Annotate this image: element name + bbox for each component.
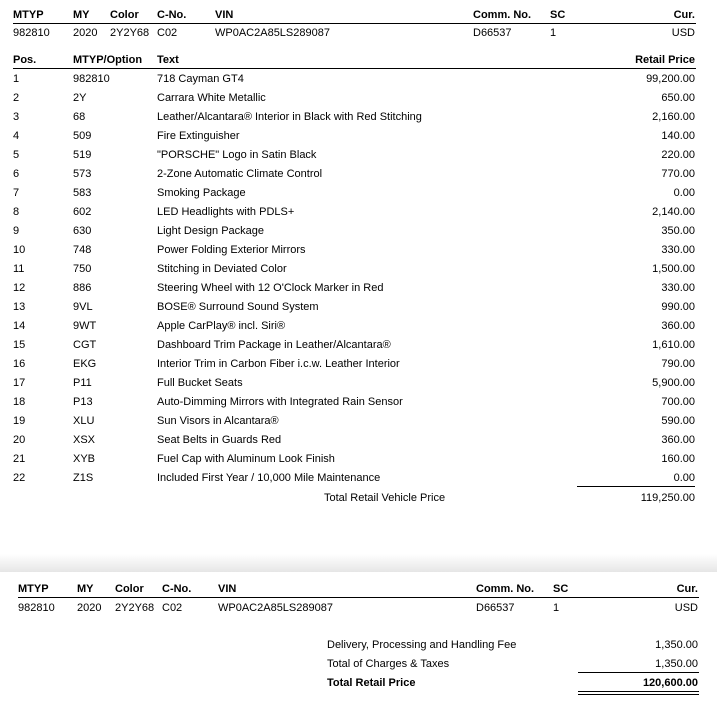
row-code: Z1S [73,472,94,484]
row-text: BOSE® Surround Sound System [157,301,319,313]
row-price: 330.00 [661,244,695,256]
header-value-my: 2020 [73,27,98,39]
col-header-text: Text [157,54,179,66]
row-pos: 3 [13,111,20,123]
header2-label-mtyp: MTYP [18,583,49,595]
row-price: 990.00 [661,301,695,313]
header2-label-color: Color [115,583,144,595]
charges-underline [578,672,699,673]
charge-value-delivery: 1,350.00 [655,639,698,651]
row-pos: 22 [13,472,26,484]
row-code: 2Y [73,92,87,104]
row-price: 650.00 [661,92,695,104]
header-label-mtyp: MTYP [13,9,44,21]
total-underline-1 [578,691,699,692]
header2-value-sc: 1 [553,602,560,614]
header2-label-vin: VIN [218,583,237,595]
row-text: LED Headlights with PDLS+ [157,206,295,218]
row-code: 519 [73,149,92,161]
header2-label-comm: Comm. No. [476,583,535,595]
header-value-cno: C02 [157,27,178,39]
row-pos: 16 [13,358,26,370]
header2-value-my: 2020 [77,602,102,614]
row-pos: 7 [13,187,20,199]
charge-label-delivery: Delivery, Processing and Handling Fee [327,639,517,651]
header-value-comm: D66537 [473,27,512,39]
header2-value-mtyp: 982810 [18,602,55,614]
header-value-color: 2Y2Y68 [110,27,150,39]
header-label-vin: VIN [215,9,234,21]
row-code: XLU [73,415,95,427]
row-text: Steering Wheel with 12 O'Clock Marker in Red [157,282,384,294]
row-pos: 21 [13,453,26,465]
row-pos: 6 [13,168,20,180]
row-price: 0.00 [673,472,695,484]
row-text: Included First Year / 10,000 Mile Maintenance [157,472,381,484]
row-text: Dashboard Trim Package in Leather/Alcantara® [157,339,391,351]
row-pos: 10 [13,244,26,256]
header2-divider [18,597,699,598]
row-code: 573 [73,168,92,180]
header-divider [13,23,696,24]
row-code: 9VL [73,301,93,313]
header2-label-cur: Cur. [676,583,698,595]
row-pos: 11 [13,263,25,275]
header-label-cur: Cur. [673,9,695,21]
row-text: Stitching in Deviated Color [157,263,287,275]
header-label-cno: C-No. [157,9,187,21]
header-value-cur: USD [671,27,695,39]
table-header-divider [13,68,696,69]
row-price: 770.00 [661,168,695,180]
row-text: Fuel Cap with Aluminum Look Finish [157,453,335,465]
header2-value-vin: WP0AC2A85LS289087 [218,602,333,614]
row-code: 982810 [73,73,110,85]
header2-label-sc: SC [553,583,569,595]
row-code: CGT [73,339,97,351]
total-vehicle-value: 119,250.00 [640,492,695,504]
row-text: Fire Extinguisher [157,130,240,142]
row-text: Auto-Dimming Mirrors with Integrated Rain Sensor [157,396,403,408]
row-pos: 4 [13,130,20,142]
row-price: 1,610.00 [652,339,695,351]
row-text: Seat Belts in Guards Red [157,434,282,446]
row-code: 68 [73,111,86,123]
row-price: 160.00 [661,453,695,465]
row-price: 2,160.00 [652,111,695,123]
col-header-pos: Pos. [13,54,37,66]
header2-value-cur: USD [674,602,698,614]
row-price: 2,140.00 [652,206,695,218]
row-pos: 9 [13,225,20,237]
page-separator [0,512,717,572]
header-label-comm: Comm. No. [473,9,532,21]
row-code: 750 [73,263,92,275]
row-price: 330.00 [661,282,695,294]
total-retail-value: 120,600.00 [642,677,698,689]
subtotal-underline [577,486,695,487]
header2-label-cno: C-No. [162,583,192,595]
row-code: EKG [73,358,97,370]
header-label-my: MY [73,9,90,21]
charge-label-taxes: Total of Charges & Taxes [327,658,450,670]
row-text: Carrara White Metallic [157,92,266,104]
row-price: 140.00 [661,130,695,142]
row-pos: 17 [13,377,26,389]
header2-value-color: 2Y2Y68 [115,602,155,614]
row-code: 9WT [73,320,97,332]
header-value-mtyp: 982810 [13,27,50,39]
row-text: 2-Zone Automatic Climate Control [157,168,323,180]
row-price: 790.00 [661,358,695,370]
row-text: Apple CarPlay® incl. Siri® [157,320,286,332]
row-text: "PORSCHE" Logo in Satin Black [157,149,317,161]
row-text: Sun Visors in Alcantara® [157,415,279,427]
row-pos: 15 [13,339,26,351]
row-pos: 13 [13,301,26,313]
row-price: 360.00 [661,434,695,446]
header-value-sc: 1 [550,27,557,39]
row-text: Leather/Alcantara® Interior in Black with Red Stitching [157,111,422,123]
row-pos: 18 [13,396,26,408]
header-label-color: Color [110,9,139,21]
row-code: 509 [73,130,92,142]
row-pos: 20 [13,434,26,446]
row-code: 748 [73,244,92,256]
row-price: 1,500.00 [652,263,695,275]
header-label-sc: SC [550,9,566,21]
header-value-vin: WP0AC2A85LS289087 [215,27,330,39]
row-pos: 5 [13,149,20,161]
row-pos: 12 [13,282,26,294]
row-pos: 2 [13,92,20,104]
row-code: XYB [73,453,96,465]
charge-value-taxes: 1,350.00 [655,658,698,670]
total-vehicle-label: Total Retail Vehicle Price [324,492,446,504]
sticker-page-2 [0,572,717,713]
row-price: 590.00 [661,415,695,427]
row-code: 630 [73,225,92,237]
row-text: Light Design Package [157,225,265,237]
row-pos: 19 [13,415,26,427]
row-text: Smoking Package [157,187,246,199]
header2-value-cno: C02 [162,602,183,614]
header2-value-comm: D66537 [476,602,515,614]
row-text: Full Bucket Seats [157,377,243,389]
row-price: 5,900.00 [652,377,695,389]
row-price: 350.00 [661,225,695,237]
header2-label-my: MY [77,583,94,595]
row-code: P11 [73,377,92,389]
col-header-price: Retail Price [635,54,695,66]
col-header-option: MTYP/Option [73,54,143,66]
row-code: P13 [73,396,93,408]
row-price: 360.00 [661,320,695,332]
row-price: 220.00 [661,149,695,161]
row-code: 602 [73,206,92,218]
row-code: XSX [73,434,96,446]
total-underline-2 [578,694,699,695]
row-price: 700.00 [661,396,695,408]
row-pos: 14 [13,320,26,332]
row-text: 718 Cayman GT4 [157,73,244,85]
row-text: Power Folding Exterior Mirrors [157,244,306,256]
row-text: Interior Trim in Carbon Fiber i.c.w. Leather Interior [157,358,400,370]
row-price: 0.00 [673,187,695,199]
row-price: 99,200.00 [646,73,695,85]
row-code: 583 [73,187,92,199]
row-pos: 8 [13,206,20,218]
total-retail-label: Total Retail Price [327,677,416,689]
row-pos: 1 [13,73,20,85]
row-code: 886 [73,282,92,294]
